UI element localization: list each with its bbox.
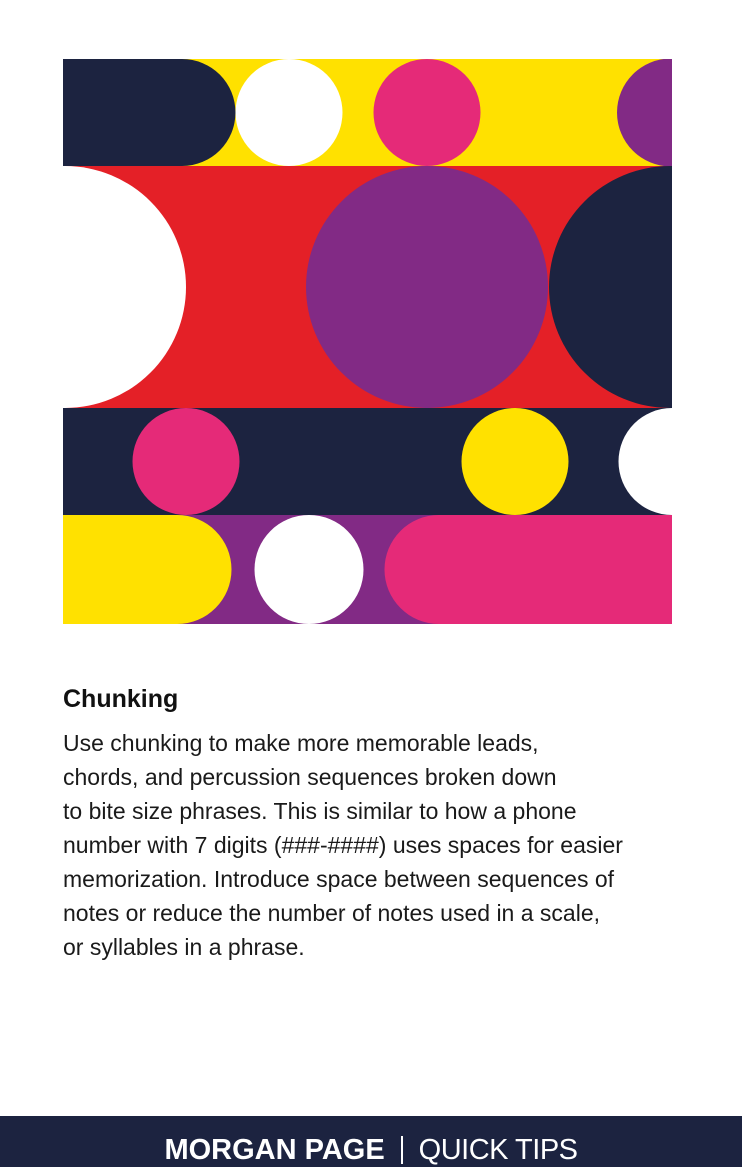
body-line: number with 7 digits (###-####) uses spaces for easier [63,832,623,858]
footer-divider [401,1136,403,1164]
magenta-circle [133,408,240,515]
yellow-circle [462,408,569,515]
body-line: or syllables in a phrase. [63,934,305,960]
article-heading: Chunking [63,685,179,713]
body-line: notes or reduce the number of notes used in a scale, [63,900,600,926]
body-line: chords, and percussion sequences broken down [63,764,557,790]
footer-section-title: QUICK TIPS [418,1134,578,1166]
article [63,684,683,964]
article-body [63,726,683,964]
footer-brand: MORGAN PAGE [164,1134,385,1166]
body-line: memorization. Introduce space between sequences of [63,866,615,892]
white-circle [236,59,343,166]
body-line: to bite size phrases. This is similar to how a phone [63,798,577,824]
purple-large-circle [306,166,548,408]
footer-bar [0,1116,742,1167]
magenta-circle [374,59,481,166]
magenta-pill-shape [384,515,672,624]
yellow-pill-shape [63,515,232,624]
white-circle [255,515,364,624]
navy-pill-shape [63,59,235,166]
body-line: Use chunking to make more memorable leads, [63,730,539,756]
geometric-artwork [63,59,672,624]
